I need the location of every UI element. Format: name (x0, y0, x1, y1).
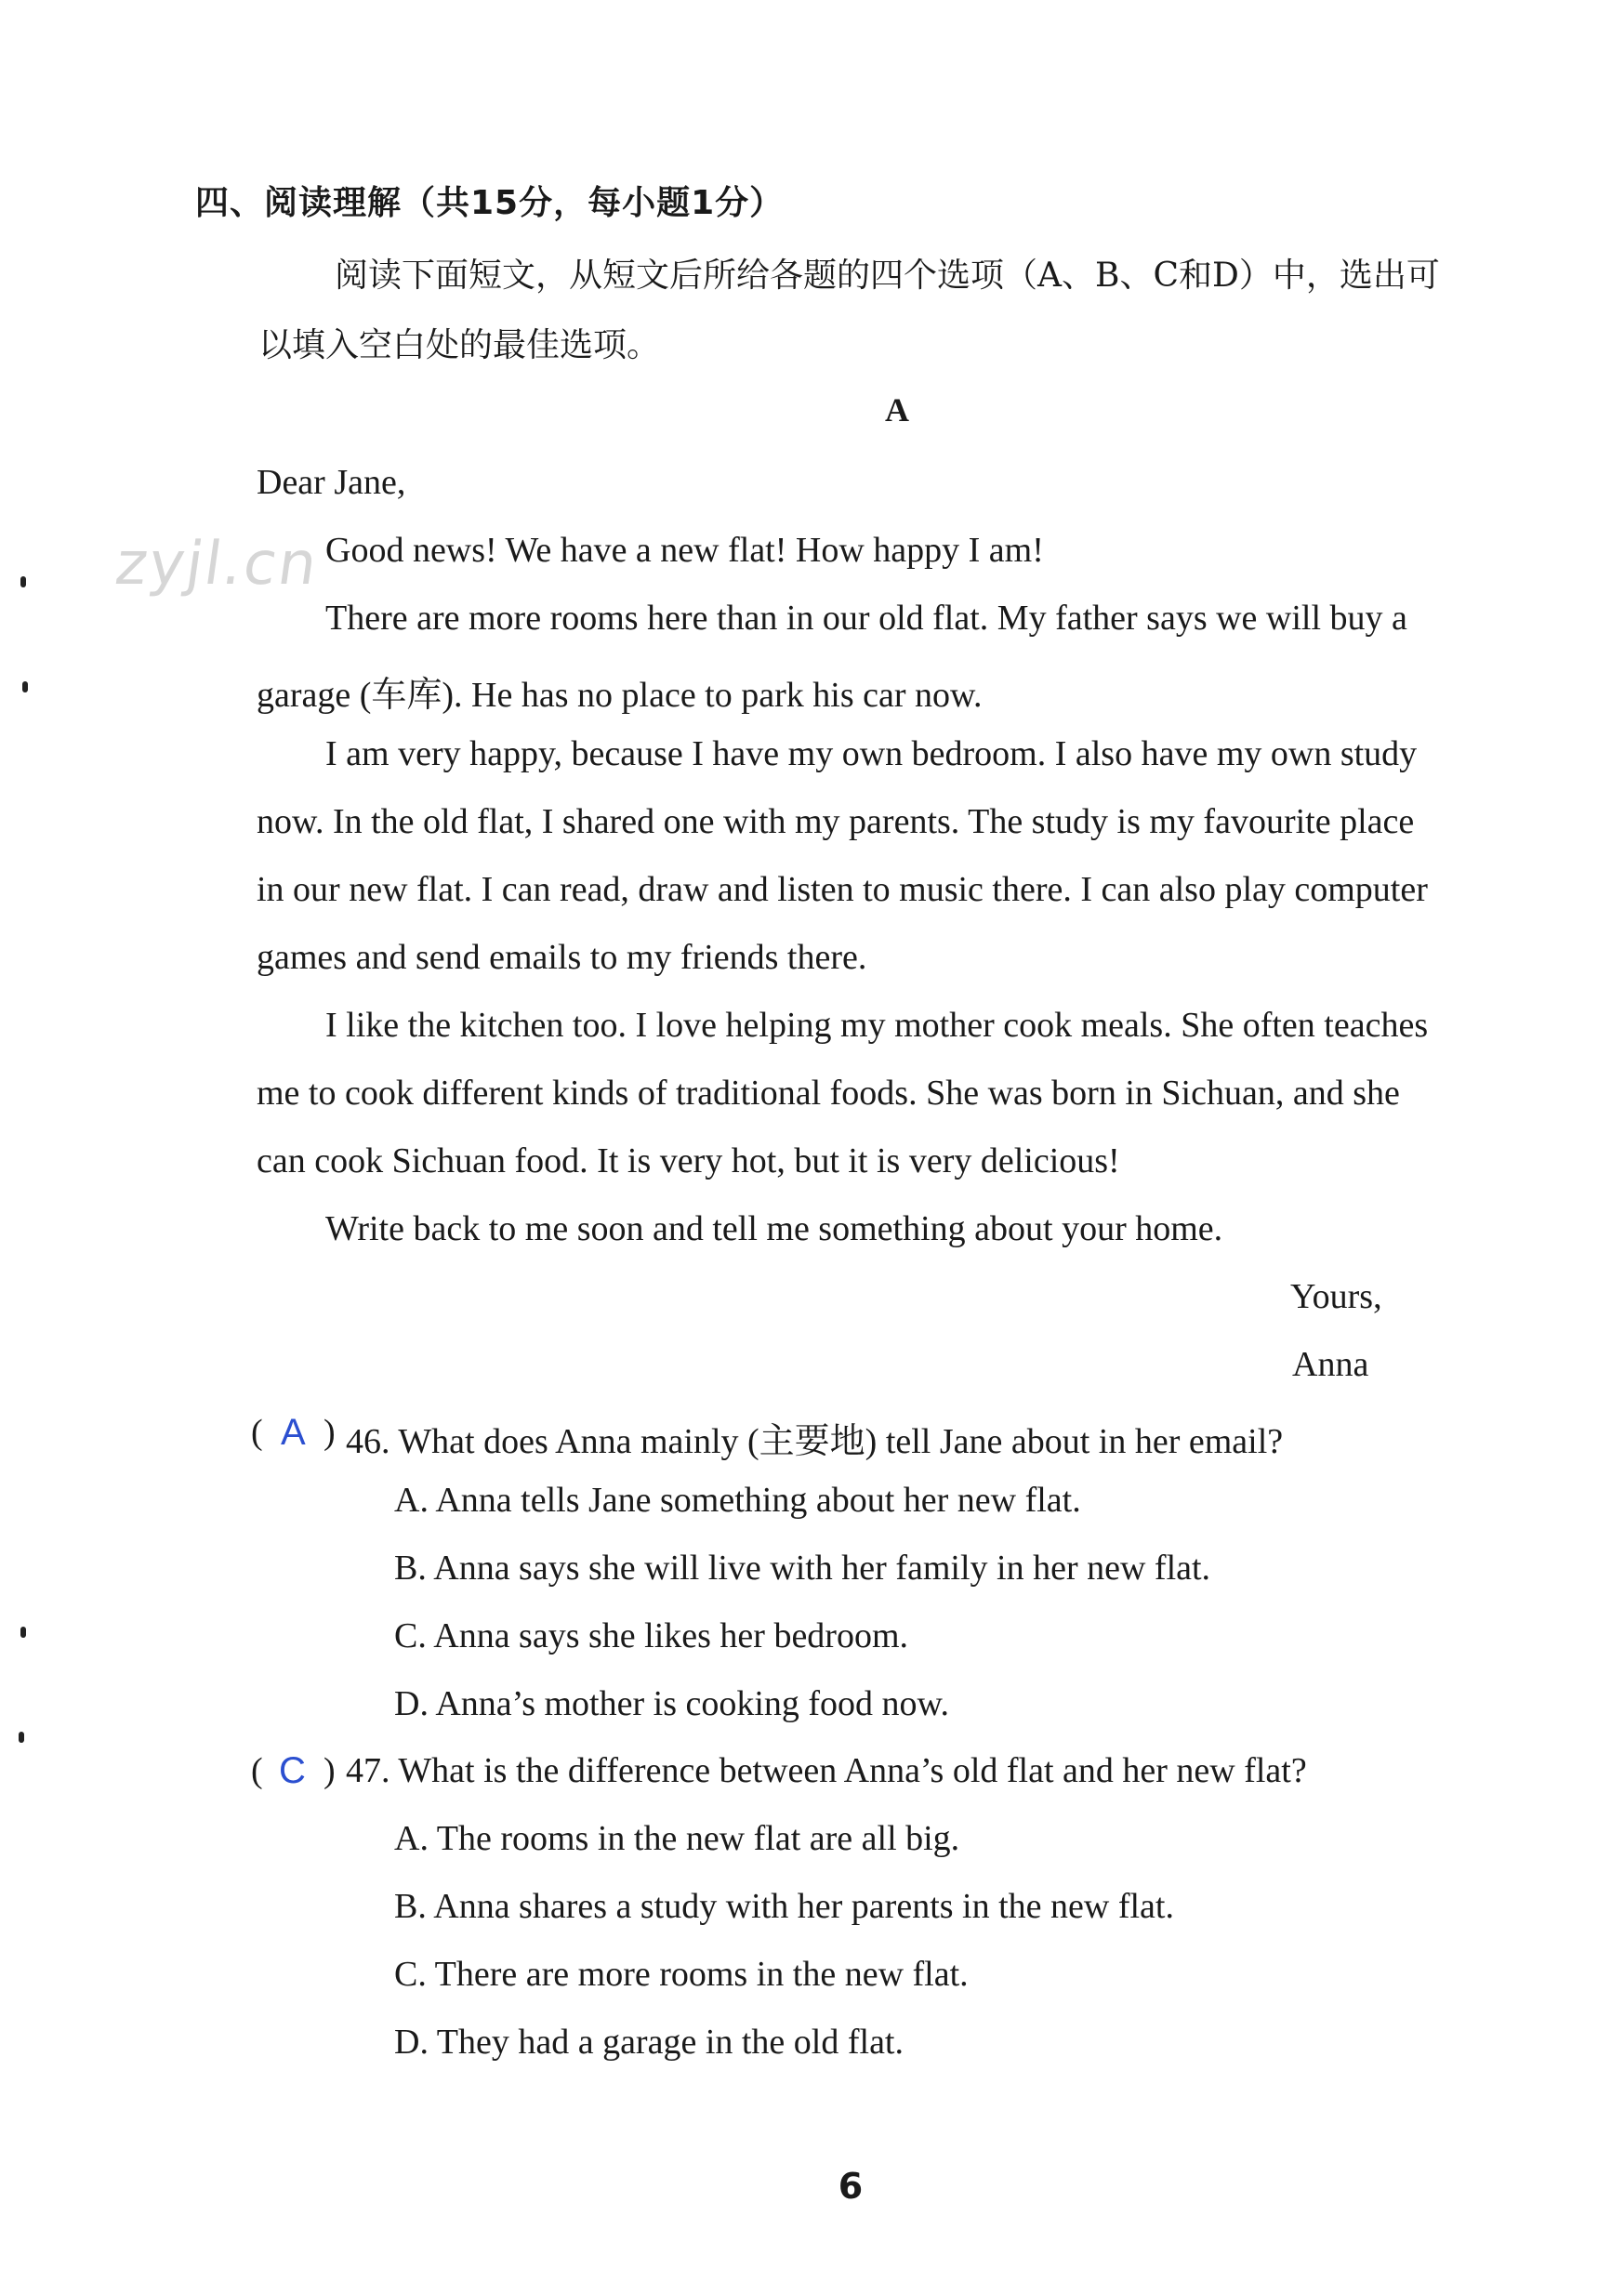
option-b: B. Anna says she will live with her family in her new flat. (394, 1549, 1211, 1588)
option-a: A. The rooms in the new flat are all big. (394, 1819, 960, 1858)
option-a: A. Anna tells Jane something about her new flat. (394, 1481, 1081, 1520)
passage-line: me to cook different kinds of traditional foods. She was born in Sichuan, and she (257, 1074, 1400, 1113)
question-stem: 47. What is the difference between Anna’s old flat and her new flat? (346, 1751, 1307, 1790)
answer-mark: C (279, 1750, 306, 1791)
question-stem: 46. What does Anna mainly (主要地) tell Jane about in her email? (346, 1422, 1284, 1461)
instructions-line-2: 以填入空白处的最佳选项。 (258, 326, 661, 364)
passage-line: garage (车库). He has no place to park his car now. (257, 676, 983, 715)
instructions-line-1: 阅读下面短文，从短文后所给各题的四个选项（A、B、C和D）中，选出可 (335, 257, 1440, 295)
letter-closing: Yours, (1290, 1277, 1382, 1316)
option-b: B. Anna shares a study with her parents in the new flat. (394, 1887, 1174, 1926)
passage-line: I like the kitchen too. I love helping my mother cook meals. She often teaches (325, 1006, 1429, 1045)
answer-paren-open: ( (251, 1413, 263, 1452)
margin-mark (20, 1627, 26, 1638)
answer-paren-open: ( (251, 1751, 263, 1790)
answer-paren-close: ) (323, 1413, 336, 1452)
margin-mark (20, 576, 26, 587)
page-number: 6 (838, 2166, 864, 2207)
passage-line: There are more rooms here than in our old flat. My father says we will buy a (325, 599, 1407, 638)
letter-signature: Anna (1292, 1345, 1369, 1384)
watermark-logo: zyjl.cn (111, 530, 323, 599)
option-c: C. There are more rooms in the new flat. (394, 1955, 969, 1994)
margin-mark (19, 1732, 24, 1743)
answer-paren-close: ) (323, 1751, 336, 1790)
answer-mark: A (281, 1412, 306, 1453)
passage-line: games and send emails to my friends there. (257, 938, 867, 977)
passage-line: Good news! We have a new flat! How happy I am! (325, 531, 1044, 570)
passage-line: in our new flat. I can read, draw and listen to music there. I can also play computer (257, 870, 1428, 909)
passage-line: I am very happy, because I have my own bedroom. I also have my own study (325, 734, 1418, 773)
option-c: C. Anna says she likes her bedroom. (394, 1616, 909, 1655)
option-d: D. They had a garage in the old flat. (394, 2023, 904, 2062)
margin-mark (22, 681, 28, 692)
passage-line: can cook Sichuan food. It is very hot, but it is very delicious! (257, 1141, 1120, 1180)
passage-line: Write back to me soon and tell me something about your home. (325, 1209, 1223, 1248)
letter-greeting: Dear Jane, (257, 463, 406, 502)
section-title: 四、阅读理解（共15分，每小题1分） (195, 184, 785, 222)
passage-heading: A (885, 391, 909, 429)
option-d: D. Anna’s mother is cooking food now. (394, 1684, 950, 1723)
passage-line: now. In the old flat, I shared one with my parents. The study is my favourite place (257, 802, 1415, 841)
